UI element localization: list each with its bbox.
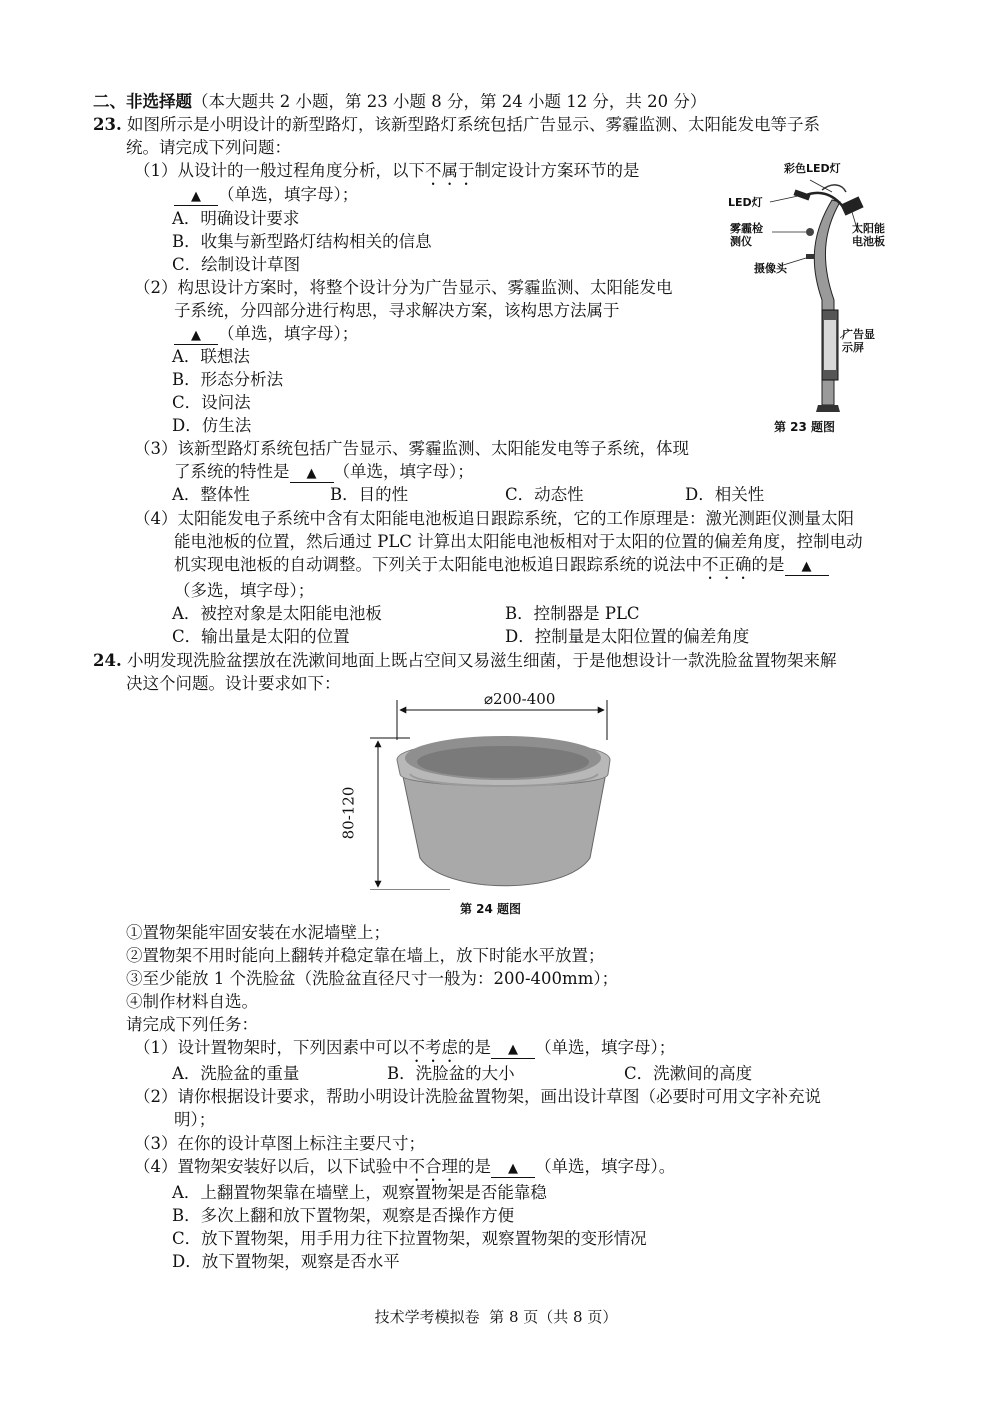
wash-basin-illustration: [350, 690, 620, 890]
requirement-3: ③至少能放 1 个洗脸盆（洗脸盆直径尺寸一般为：200-400mm）；: [126, 969, 619, 988]
label-color-led: 彩色LED灯: [784, 162, 841, 175]
label-solar-panel: 太阳能电池板: [852, 222, 885, 248]
q24-p2-line2: 明）；: [174, 1110, 216, 1129]
dimension-height: 80-120: [339, 786, 358, 840]
q24-p1-line1: [134, 1037, 675, 1066]
answer-blank[interactable]: ▲: [174, 189, 218, 206]
q23-p1-post: 制定设计方案环节的是: [474, 161, 640, 180]
q23-p2-line2: 子系统，分四部分进行构思，寻求解决方案，该构思方法属于: [174, 301, 620, 320]
requirement-1: ①置物架能牢固安装在水泥墙壁上；: [126, 923, 390, 942]
answer-blank[interactable]: ▲: [491, 1161, 535, 1178]
section-note: （本大题共 2 小题，第 23 小题 8 分，第 24 小题 12 分，共 20 分）: [192, 92, 707, 111]
label-haze-detector: 雾霾检测仪: [730, 222, 763, 248]
q24-stem-line1: [93, 650, 836, 672]
q23-p1-tail: （单选，填字母）；: [218, 185, 359, 204]
q24-p4-pre: （4）置物架安装好以后，以下试验中: [134, 1157, 409, 1176]
q24-p4-emphasis: 不合理: [408, 1157, 458, 1176]
dimension-diameter: ⌀200-400: [484, 690, 556, 708]
q23-p4-option-d: D．控制量是太阳位置的偏差角度: [505, 627, 750, 646]
q23-p3-line2: [174, 461, 474, 483]
q24-figure-caption: 第 24 题图: [460, 902, 522, 916]
q24-stem-line2: 决这个问题。设计要求如下：: [126, 674, 341, 693]
q23-p2-option-c: C．设问法: [172, 393, 251, 412]
q23-p4-line1: （4）太阳能发电子系统中含有太阳能电池板追日跟踪系统，它的工作原理是：激光测距仪测量太阳: [134, 509, 854, 528]
q23-figure-caption: 第 23 题图: [774, 420, 836, 434]
answer-blank[interactable]: ▲: [491, 1042, 535, 1059]
q23-p2-tail: （单选，填字母）；: [218, 324, 359, 343]
q23-p3-option-b: B．目的性: [330, 485, 409, 504]
q24-number: 24.: [93, 651, 122, 670]
q24-p4-option-b: B．多次上翻和放下置物架，观察是否操作方便: [172, 1206, 515, 1225]
q23-p4-option-b: B．控制器是 PLC: [505, 604, 640, 623]
q23-p3-line1: （3）该新型路灯系统包括广告显示、雾霾监测、太阳能发电等子系统，体现: [134, 439, 689, 458]
q24-p3-line1: （3）在你的设计草图上标注主要尺寸；: [134, 1134, 425, 1153]
q23-p2-line3: [174, 323, 358, 345]
q24-p1-option-b: B．洗脸盆的大小: [387, 1064, 515, 1083]
q23-number: 23.: [93, 115, 122, 134]
q24-p4-option-d: D．放下置物架，观察是否水平: [172, 1252, 400, 1271]
q24-p1-post: 的是: [458, 1038, 491, 1057]
street-lamp-illustration: [722, 150, 892, 440]
requirement-2: ②置物架不用时能向上翻转并稳定靠在墙上，放下时能水平放置；: [126, 946, 605, 965]
q23-p3-pre: 了系统的特性是: [174, 462, 290, 481]
q23-p4-emphasis: 不正确: [702, 555, 752, 574]
q24-p1-emphasis: 不考虑: [408, 1038, 458, 1057]
q23-p4-line4: （多选，填字母）；: [174, 581, 315, 600]
q23-stem-line2: 统。请完成下列问题：: [126, 138, 291, 157]
requirement-4: ④制作材料自选。: [126, 992, 258, 1011]
q23-p3-tail: （单选，填字母）；: [333, 462, 474, 481]
q23-p2-line1: （2）构思设计方案时，将整个设计分为广告显示、雾霾监测、太阳能发电: [134, 278, 673, 297]
q24-p1-pre: （1）设计置物架时，下列因素中可以: [134, 1038, 409, 1057]
label-ad-screen: 广告显示屏: [842, 328, 875, 354]
q23-p4-pre: 机实现电池板的自动调整。下列关于太阳能电池板追日跟踪系统的说法中: [174, 555, 702, 574]
q23-p1-option-a: A．明确设计要求: [172, 209, 300, 228]
page-footer: 技术学考模拟卷 第 8 页（共 8 页）: [374, 1308, 618, 1326]
label-camera: 摄像头: [754, 262, 787, 275]
answer-blank[interactable]: ▲: [785, 559, 829, 576]
q24-stem-text: 小明发现洗脸盆摆放在洗漱间地面上既占空间又易滋生细菌，于是他想设计一款洗脸盆置物架来解: [126, 651, 837, 670]
q24-p1-option-c: C．洗漱间的高度: [624, 1064, 753, 1083]
q23-p1-option-c: C．绘制设计草图: [172, 255, 301, 274]
q23-p2-option-a: A．联想法: [172, 347, 250, 366]
q23-figure: [722, 150, 892, 440]
q23-p1-emphasis: 不属于: [425, 161, 475, 180]
q24-figure: [339, 690, 620, 920]
q23-p1-line2: [174, 184, 358, 206]
q24-p4-post: 的是: [458, 1157, 491, 1176]
task-intro: 请完成下列任务：: [126, 1015, 258, 1034]
q23-p4-option-a: A．被控对象是太阳能电池板: [172, 604, 382, 623]
q23-p4-line3: [174, 554, 829, 583]
q23-p3-option-a: A．整体性: [172, 485, 250, 504]
q23-p1-pre: （1）从设计的一般过程角度分析，以下: [134, 161, 425, 180]
q23-p3-option-c: C．动态性: [505, 485, 584, 504]
q23-p4-option-c: C．输出量是太阳的位置: [172, 627, 350, 646]
q24-p4-option-a: A．上翻置物架靠在墙壁上，观察置物架是否能靠稳: [172, 1183, 547, 1202]
q23-p1-option-b: B．收集与新型路灯结构相关的信息: [172, 232, 432, 251]
section-heading: [93, 91, 706, 113]
q23-stem-text: 如图所示是小明设计的新型路灯，该新型路灯系统包括广告显示、雾霾监测、太阳能发电等子系: [126, 115, 820, 134]
q24-p4-line1: [134, 1156, 675, 1185]
q24-p1-tail: （单选，填字母）；: [535, 1038, 676, 1057]
q23-stem-line1: [93, 114, 820, 136]
q23-p3-option-d: D．相关性: [685, 485, 765, 504]
q24-p4-tail: （单选，填字母）。: [535, 1157, 676, 1176]
q23-p2-option-d: D．仿生法: [172, 416, 252, 435]
section-title: 二、非选择题: [93, 92, 192, 111]
q24-p1-option-a: A．洗脸盆的重量: [172, 1064, 300, 1083]
q23-p4-post: 的是: [751, 555, 785, 574]
q23-p2-option-b: B．形态分析法: [172, 370, 284, 389]
answer-blank[interactable]: ▲: [174, 328, 218, 345]
q24-p2-line1: （2）请你根据设计要求，帮助小明设计洗脸盆置物架，画出设计草图（必要时可用文字补充说: [134, 1087, 821, 1106]
q23-p4-line2: 能电池板的位置，然后通过 PLC 计算出太阳能电池板相对于太阳的位置的偏差角度，控制电动: [174, 532, 863, 551]
label-led: LED灯: [728, 196, 763, 209]
answer-blank[interactable]: ▲: [290, 466, 334, 483]
q24-p4-option-c: C．放下置物架，用手用力往下拉置物架，观察置物架的变形情况: [172, 1229, 647, 1248]
